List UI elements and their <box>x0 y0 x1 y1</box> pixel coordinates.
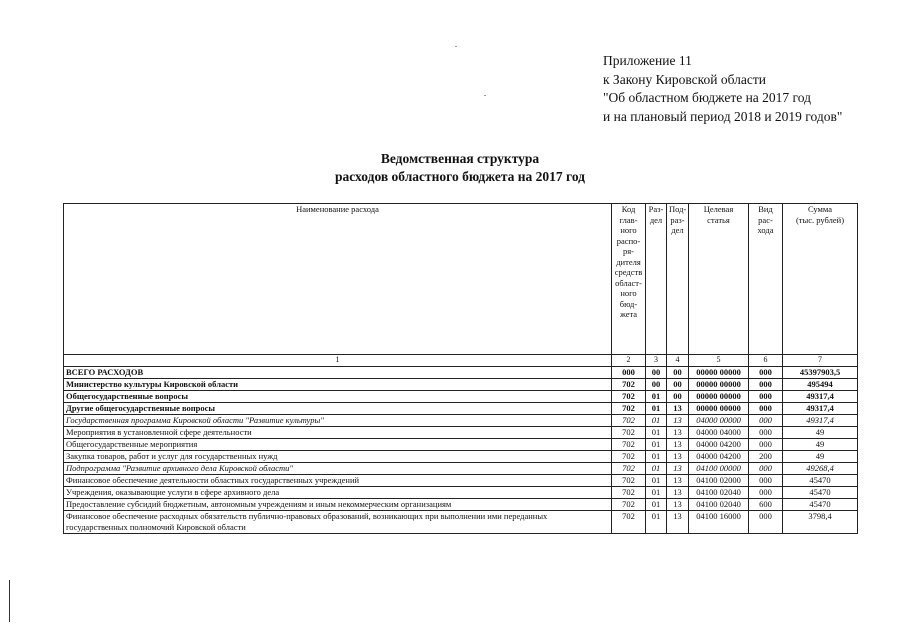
header-subsection <box>667 204 689 355</box>
row-section: 01 <box>646 487 667 499</box>
header-line: распо- <box>616 235 641 246</box>
table-row <box>64 487 858 499</box>
row-section: 01 <box>646 439 667 451</box>
row-target-article: 04000 04200 <box>689 451 749 463</box>
budget-table <box>63 203 858 534</box>
row-target-article: 04100 02040 <box>689 499 749 511</box>
row-section: 01 <box>646 499 667 511</box>
table-row <box>64 379 858 391</box>
header-name: Наименование расхода <box>64 204 612 355</box>
row-admin-code: 702 <box>612 391 646 403</box>
column-number: 4 <box>667 355 689 367</box>
row-expense-kind: 000 <box>749 463 783 475</box>
header-line: ного <box>620 225 637 235</box>
row-sum: 49 <box>783 439 858 451</box>
row-sum: 3798,4 <box>783 511 858 534</box>
row-target-article: 04100 16000 <box>689 511 749 534</box>
header-line: Целевая <box>703 204 734 214</box>
row-target-article: 04100 02040 <box>689 487 749 499</box>
row-section: 01 <box>646 427 667 439</box>
header-target-article <box>689 204 749 355</box>
row-name: Финансовое обеспечение деятельности областных государственных учреждений <box>64 475 612 487</box>
appendix-line-1: Приложение 11 <box>603 53 692 68</box>
row-expense-kind: 000 <box>749 475 783 487</box>
row-target-article: 04000 04200 <box>689 439 749 451</box>
row-target-article: 04100 00000 <box>689 463 749 475</box>
row-sum: 49317,4 <box>783 415 858 427</box>
table-row <box>64 391 858 403</box>
table-header-row <box>64 204 858 355</box>
title-line-1: Ведомственная структура <box>380 151 540 166</box>
scan-edge-mark <box>9 580 10 622</box>
scan-speck <box>484 95 486 96</box>
table-row <box>64 463 858 475</box>
row-expense-kind: 000 <box>749 487 783 499</box>
row-subsection: 00 <box>667 379 689 391</box>
table-row <box>64 499 858 511</box>
appendix-header <box>603 52 842 126</box>
row-subsection: 13 <box>667 487 689 499</box>
row-sum: 49317,4 <box>783 391 858 403</box>
row-expense-kind: 000 <box>749 379 783 391</box>
row-target-article: 00000 00000 <box>689 391 749 403</box>
row-subsection: 13 <box>667 475 689 487</box>
row-section: 01 <box>646 511 667 534</box>
row-admin-code: 702 <box>612 439 646 451</box>
table-row <box>64 415 858 427</box>
row-section: 01 <box>646 403 667 415</box>
header-line: Код <box>621 204 636 214</box>
header-section <box>646 204 667 355</box>
row-subsection: 00 <box>667 367 689 379</box>
row-section: 00 <box>646 367 667 379</box>
header-line: Вид <box>758 204 773 214</box>
header-line: жета <box>619 309 638 319</box>
row-name: Закупка товаров, работ и услуг для государственных нужд <box>64 451 612 463</box>
row-subsection: 00 <box>667 391 689 403</box>
row-target-article: 04000 00000 <box>689 415 749 427</box>
appendix-line-2: к Закону Кировской области <box>603 71 767 87</box>
row-admin-code: 702 <box>612 475 646 487</box>
table-row <box>64 427 858 439</box>
row-target-article: 04100 02000 <box>689 475 749 487</box>
row-expense-kind: 600 <box>749 499 783 511</box>
row-section: 01 <box>646 391 667 403</box>
header-line: статья <box>707 214 730 225</box>
table-row <box>64 403 858 415</box>
row-target-article: 04000 04000 <box>689 427 749 439</box>
row-sum: 49317,4 <box>783 403 858 415</box>
document-title <box>300 150 620 186</box>
row-sum: 495494 <box>783 379 858 391</box>
table-row <box>64 451 858 463</box>
header-line: раз- <box>670 214 685 225</box>
row-admin-code: 702 <box>612 403 646 415</box>
header-line: (тыс. рублей) <box>795 214 845 225</box>
row-section: 01 <box>646 463 667 475</box>
row-name: Министерство культуры Кировской области <box>64 379 612 391</box>
header-sum <box>783 204 858 355</box>
table-row <box>64 439 858 451</box>
header-line: Сумма <box>807 204 833 214</box>
header-admin-code <box>612 204 646 355</box>
column-number: 7 <box>783 355 858 367</box>
table-row <box>64 511 858 534</box>
row-name: Подпрограмма "Развитие архивного дела Кировской области" <box>64 463 612 475</box>
header-line: глав- <box>619 214 638 225</box>
title-line-2: расходов областного бюджета на 2017 год <box>334 169 586 184</box>
row-target-article: 00000 00000 <box>689 403 749 415</box>
row-name: Общегосударственные мероприятия <box>64 439 612 451</box>
header-line: рас- <box>758 214 773 225</box>
row-subsection: 13 <box>667 439 689 451</box>
header-line: Раз- <box>648 204 664 214</box>
row-admin-code: 702 <box>612 487 646 499</box>
row-sum: 45470 <box>783 499 858 511</box>
row-sum: 49268,4 <box>783 463 858 475</box>
row-name: Учреждения, оказывающие услуги в сфере архивного дела <box>64 487 612 499</box>
column-number: 5 <box>689 355 749 367</box>
row-admin-code: 702 <box>612 379 646 391</box>
row-admin-code: 702 <box>612 499 646 511</box>
row-name: Государственная программа Кировской области "Развитие культуры" <box>64 415 612 427</box>
row-expense-kind: 000 <box>749 391 783 403</box>
row-target-article: 00000 00000 <box>689 367 749 379</box>
column-number: 6 <box>749 355 783 367</box>
row-section: 01 <box>646 415 667 427</box>
header-line: дел <box>671 225 684 235</box>
header-line: ря- <box>623 246 634 256</box>
row-subsection: 13 <box>667 403 689 415</box>
header-line: бюд- <box>619 298 638 309</box>
row-admin-code: 702 <box>612 511 646 534</box>
column-number: 1 <box>64 355 612 367</box>
header-line: дел <box>649 214 663 225</box>
row-name: Финансовое обеспечение расходных обязательств публично-правовых образований, возникающих при выполнении ими переданных государственных полномочий Кировской области <box>64 511 612 534</box>
row-admin-code: 702 <box>612 415 646 427</box>
row-subsection: 13 <box>667 451 689 463</box>
row-admin-code: 702 <box>612 463 646 475</box>
row-subsection: 13 <box>667 499 689 511</box>
row-admin-code: 000 <box>612 367 646 379</box>
row-section: 01 <box>646 475 667 487</box>
header-line: област- <box>615 277 642 288</box>
row-subsection: 13 <box>667 415 689 427</box>
scan-speck <box>455 46 457 47</box>
column-number-row <box>64 355 858 367</box>
row-sum: 45470 <box>783 487 858 499</box>
row-subsection: 13 <box>667 511 689 534</box>
row-target-article: 00000 00000 <box>689 379 749 391</box>
row-admin-code: 702 <box>612 451 646 463</box>
header-line: ного <box>620 288 637 298</box>
column-number: 2 <box>612 355 646 367</box>
appendix-line-4: и на плановый период 2018 и 2019 годов" <box>603 108 843 124</box>
row-sum: 49 <box>783 451 858 463</box>
row-name: Общегосударственные вопросы <box>64 391 612 403</box>
appendix-line-3: "Об областном бюджете на 2017 год <box>603 90 811 105</box>
row-expense-kind: 000 <box>749 511 783 534</box>
row-expense-kind: 000 <box>749 403 783 415</box>
header-line: дителя <box>616 256 641 267</box>
row-sum: 49 <box>783 427 858 439</box>
row-sum: 45470 <box>783 475 858 487</box>
row-section: 00 <box>646 379 667 391</box>
row-expense-kind: 000 <box>749 427 783 439</box>
row-admin-code: 702 <box>612 427 646 439</box>
row-name: ВСЕГО РАСХОДОВ <box>64 367 612 379</box>
header-line: Под- <box>669 204 687 214</box>
table-row <box>64 367 858 379</box>
table-body <box>64 367 858 534</box>
row-expense-kind: 000 <box>749 415 783 427</box>
row-section: 01 <box>646 451 667 463</box>
row-name: Предоставление субсидий бюджетным, автономным учреждениям и иным некоммерческим организациям <box>64 499 612 511</box>
row-expense-kind: 000 <box>749 367 783 379</box>
header-expense-kind <box>749 204 783 355</box>
row-name: Другие общегосударственные вопросы <box>64 403 612 415</box>
row-subsection: 13 <box>667 463 689 475</box>
header-line: хода <box>757 225 774 235</box>
row-expense-kind: 200 <box>749 451 783 463</box>
row-name: Мероприятия в установленной сфере деятельности <box>64 427 612 439</box>
row-subsection: 13 <box>667 427 689 439</box>
table-row <box>64 475 858 487</box>
header-line: средств <box>614 267 643 277</box>
row-sum: 45397903,5 <box>783 367 858 379</box>
column-number: 3 <box>646 355 667 367</box>
row-expense-kind: 000 <box>749 439 783 451</box>
